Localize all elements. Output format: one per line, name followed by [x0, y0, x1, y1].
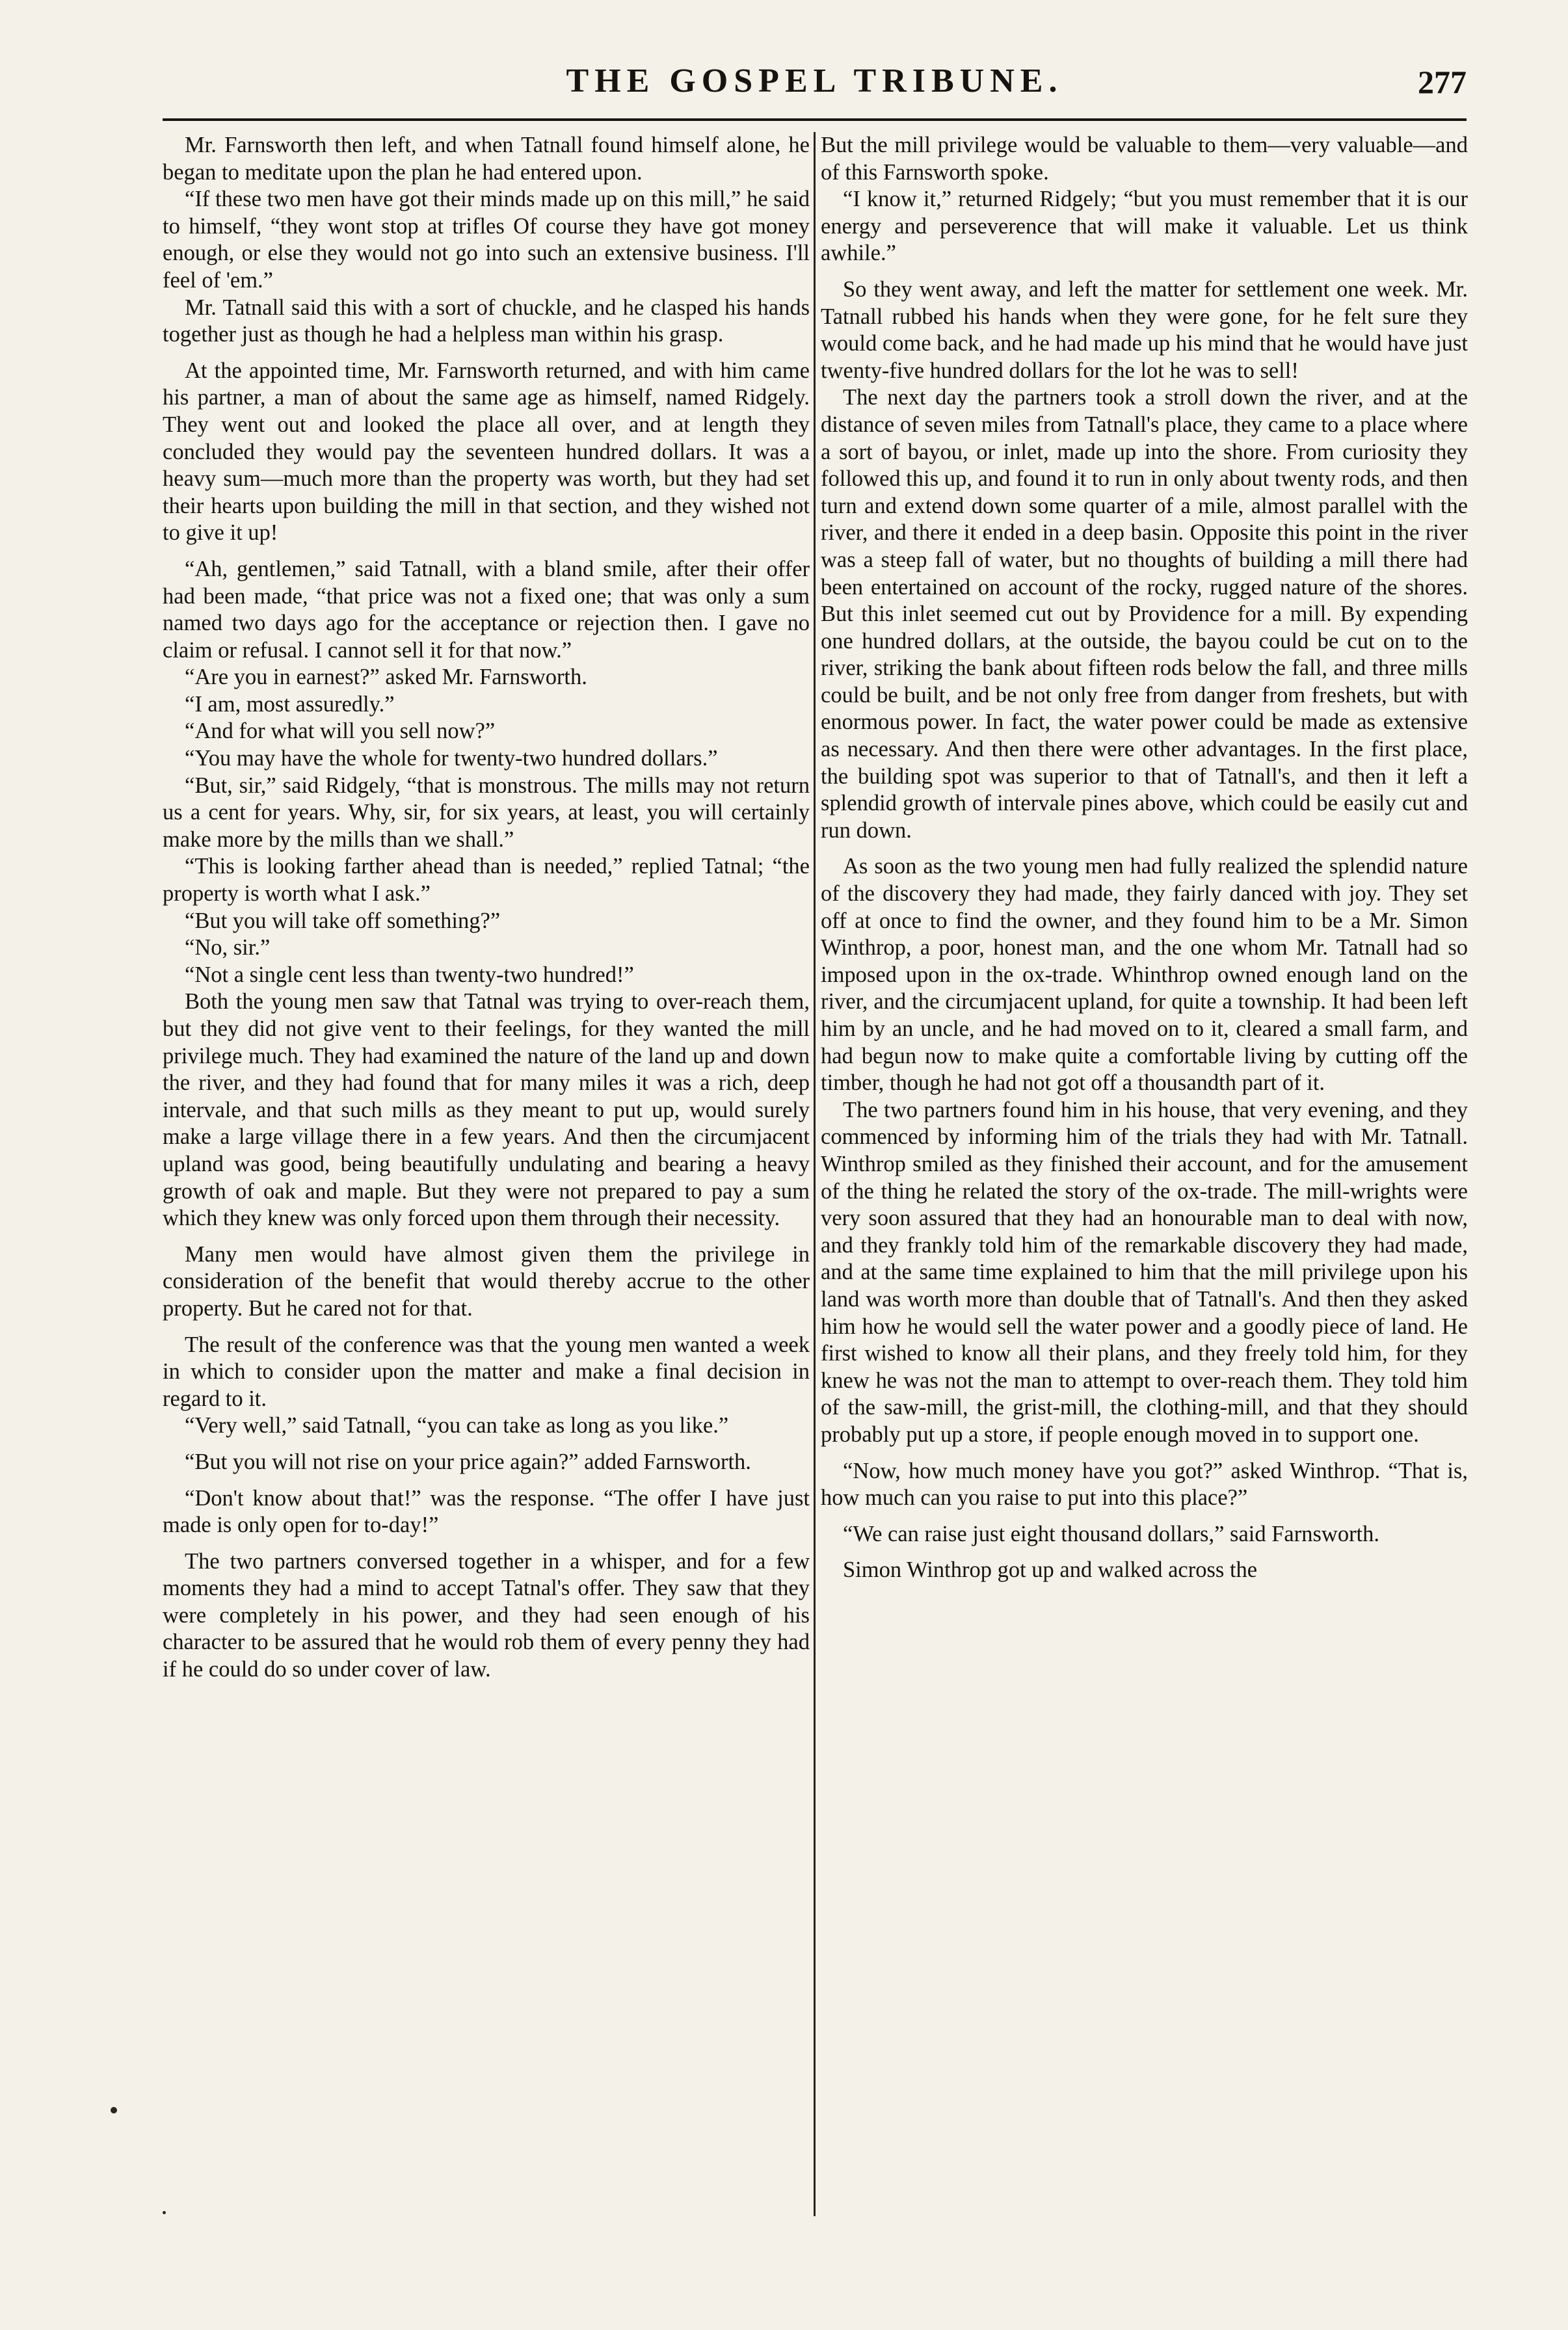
paragraph: Many men would have almost given them the privilege in consideration of the benefit that would thereby accrue to the other property. But he cared not for that. [163, 1241, 810, 1321]
header-rule [163, 118, 1467, 121]
paragraph: “Now, how much money have you got?” asked Winthrop. “That is, how much can you raise to put into this place?” [821, 1458, 1468, 1511]
paragraph: “Don't know about that!” was the response. “The offer I have just made is only open for to-day!” [163, 1485, 810, 1538]
left-column [163, 132, 810, 2216]
paragraph: “I know it,” returned Ridgely; “but you must remember that it is our energy and perseverence that will make it valuable. Let us think awhile.” [821, 187, 1468, 266]
paragraph: Both the young men saw that Tatnal was trying to over-reach them, but they did not give vent to their feelings, for they wanted the mill privilege much. They had examined the nature of the land up and down the river, and they had found that for many miles it was a rich, deep intervale, and that such mills as they meant to put up, would surely make a large village there in a few years. And then the circumjacent upland was good, being beautifully undulating and bearing a heavy growth of oak and maple. But they were not prepared to pay a sum which they knew was only forced upon them through their necessity. [163, 989, 810, 1231]
paragraph: “No, sir.” [185, 935, 271, 960]
paragraph: Simon Winthrop got up and walked across the [843, 1557, 1258, 1583]
column-divider [814, 132, 816, 2216]
paragraph: “I am, most assuredly.” [185, 691, 395, 717]
ink-spot [163, 2211, 166, 2214]
paragraph: “You may have the whole for twenty-two hundred dollars.” [185, 746, 718, 771]
paragraph: The two partners found him in his house, that very evening, and they commenced by informing him of the trials they had with Mr. Tatnall. Winthrop smiled as they finished their account, and for the amusement of the thing he related the story of the ox-trade. The mill-wrights were very soon assured that they had an honourable man to deal with now, and they frankly told him of the remarkable discovery they had made, and at the same time explained to him that the mill privilege upon his land was worth more than double that of Tatnall's. And then they asked him how he would sell the water power and a goodly piece of land. He first wished to know all their plans, and they freely told him, for they knew he was not the man to attempt to over-reach them. They told him of the saw-mill, the grist-mill, the clothing-mill, and that they should probably put up a store, if people enough moved in to support one. [821, 1097, 1468, 1447]
paragraph: “But, sir,” said Ridgely, “that is monstrous. The mills may not return us a cent for years. Why, sir, for six years, at least, you will certainly make more by the mills than we shall.” [163, 773, 810, 852]
paragraph: But the mill privilege would be valuable to them—very valuable—and of this Farnsworth spoke. [821, 133, 1468, 185]
paragraph: “Not a single cent less than twenty-two hundred!” [185, 962, 634, 987]
paragraph: “If these two men have got their minds made up on this mill,” he said to himself, “they wont stop at trifles Of course they have got money enough, or else they would not go into such an extensive business. I'll feel of 'em.” [163, 187, 810, 293]
paragraph: The result of the conference was that the young men wanted a week in which to consider upon the matter and make a final decision in regard to it. [163, 1332, 810, 1411]
paragraph: So they went away, and left the matter for settlement one week. Mr. Tatnall rubbed his hands when they were gone, for he felt sure they would come back, and he had made up his mind that he would have just twenty-five hundred dollars for the lot he was to sell! [821, 276, 1468, 383]
page-number: 277 [1418, 64, 1467, 100]
paragraph: At the appointed time, Mr. Farnsworth returned, and with him came his partner, a man of about the same age as himself, named Ridgely. They went out and looked the place all over, and at length they concluded they would pay the seventeen hundred dollars. It was a heavy sum—much more than the property was worth, but they had set their hearts upon building the mill in that section, and they wished not to give it up! [163, 358, 810, 546]
paragraph: The next day the partners took a stroll down the river, and at the distance of seven miles from Tatnall's place, they came to a place where a sort of bayou, or inlet, made up into the shore. From curiosity they followed this up, and found it to run in only about twenty rods, and then turn and extend down some quarter of a mile, almost parallel with the river, and there it ended in a deep basin. Opposite this point in the river was a steep fall of water, but no thoughts of building a mill there had been entertained on account of the rocky, rugged nature of the shores. But this inlet seemed cut out by Providence for a mill. By expending one hundred dollars, at the outside, the bayou could be cut on to the river, striking the bank about fifteen rods below the fall, and three mills could be built, and be not only free from danger from freshets, but with enormous power. In fact, the water power could be made as extensive as necessary. And then there were other advantages. In the first place, the building spot was superior to that of Tatnall's, and then it left a splendid growth of intervale pines above, which could be easily cut and run down. [821, 385, 1468, 843]
paragraph: “We can raise just eight thousand dollars,” said Farnsworth. [843, 1521, 1380, 1546]
paragraph: “Are you in earnest?” asked Mr. Farnsworth. [185, 665, 587, 690]
paragraph: Mr. Tatnall said this with a sort of chuckle, and he clasped his hands together just as though he had a helpless man within his grasp. [163, 295, 810, 347]
paragraph: “But you will take off something?” [185, 908, 501, 933]
paragraph: As soon as the two young men had fully realized the splendid nature of the discovery they had made, they fairly danced with joy. They set off at once to find the owner, and they found him to be a Mr. Simon Winthrop, a poor, honest man, and the one whom Mr. Tatnall had so imposed upon in the ox-trade. Whinthrop owned enough land on the river, and the circumjacent upland, for quite a township. It had been left him by an uncle, and he had moved on to it, cleared a small farm, and had begun now to make quite a comfortable living by cutting off the timber, though he had not got off a thousandth part of it. [821, 854, 1468, 1096]
paragraph: Mr. Farnsworth then left, and when Tatnall found himself alone, he began to meditate upon the plan he had entered upon. [163, 133, 810, 185]
page-header [163, 62, 1467, 107]
right-column [821, 132, 1468, 2216]
paragraph: “This is looking farther ahead than is needed,” replied Tatnal; “the property is worth what I ask.” [163, 854, 810, 907]
paragraph: “Ah, gentlemen,” said Tatnall, with a bland smile, after their offer had been made, “that price was not a fixed one; that was only a sum named two days ago for the acceptance or rejection then. I gave no claim or refusal. I cannot sell it for that now.” [163, 556, 810, 663]
running-title: THE GOSPEL TRIBUNE. [566, 62, 1063, 99]
paragraph: “But you will not rise on your price again?” added Farnsworth. [185, 1449, 751, 1474]
paragraph: “And for what will you sell now?” [185, 719, 496, 744]
ink-spot [111, 2107, 117, 2113]
paragraph: “Very well,” said Tatnall, “you can take as long as you like.” [185, 1413, 729, 1438]
paragraph: The two partners conversed together in a whisper, and for a few moments they had a mind to accept Tatnal's offer. They saw that they were completely in his power, and they had seen enough of his character to be assured that he would rob them of every penny they had if he could do so under cover of law. [163, 1548, 810, 1682]
